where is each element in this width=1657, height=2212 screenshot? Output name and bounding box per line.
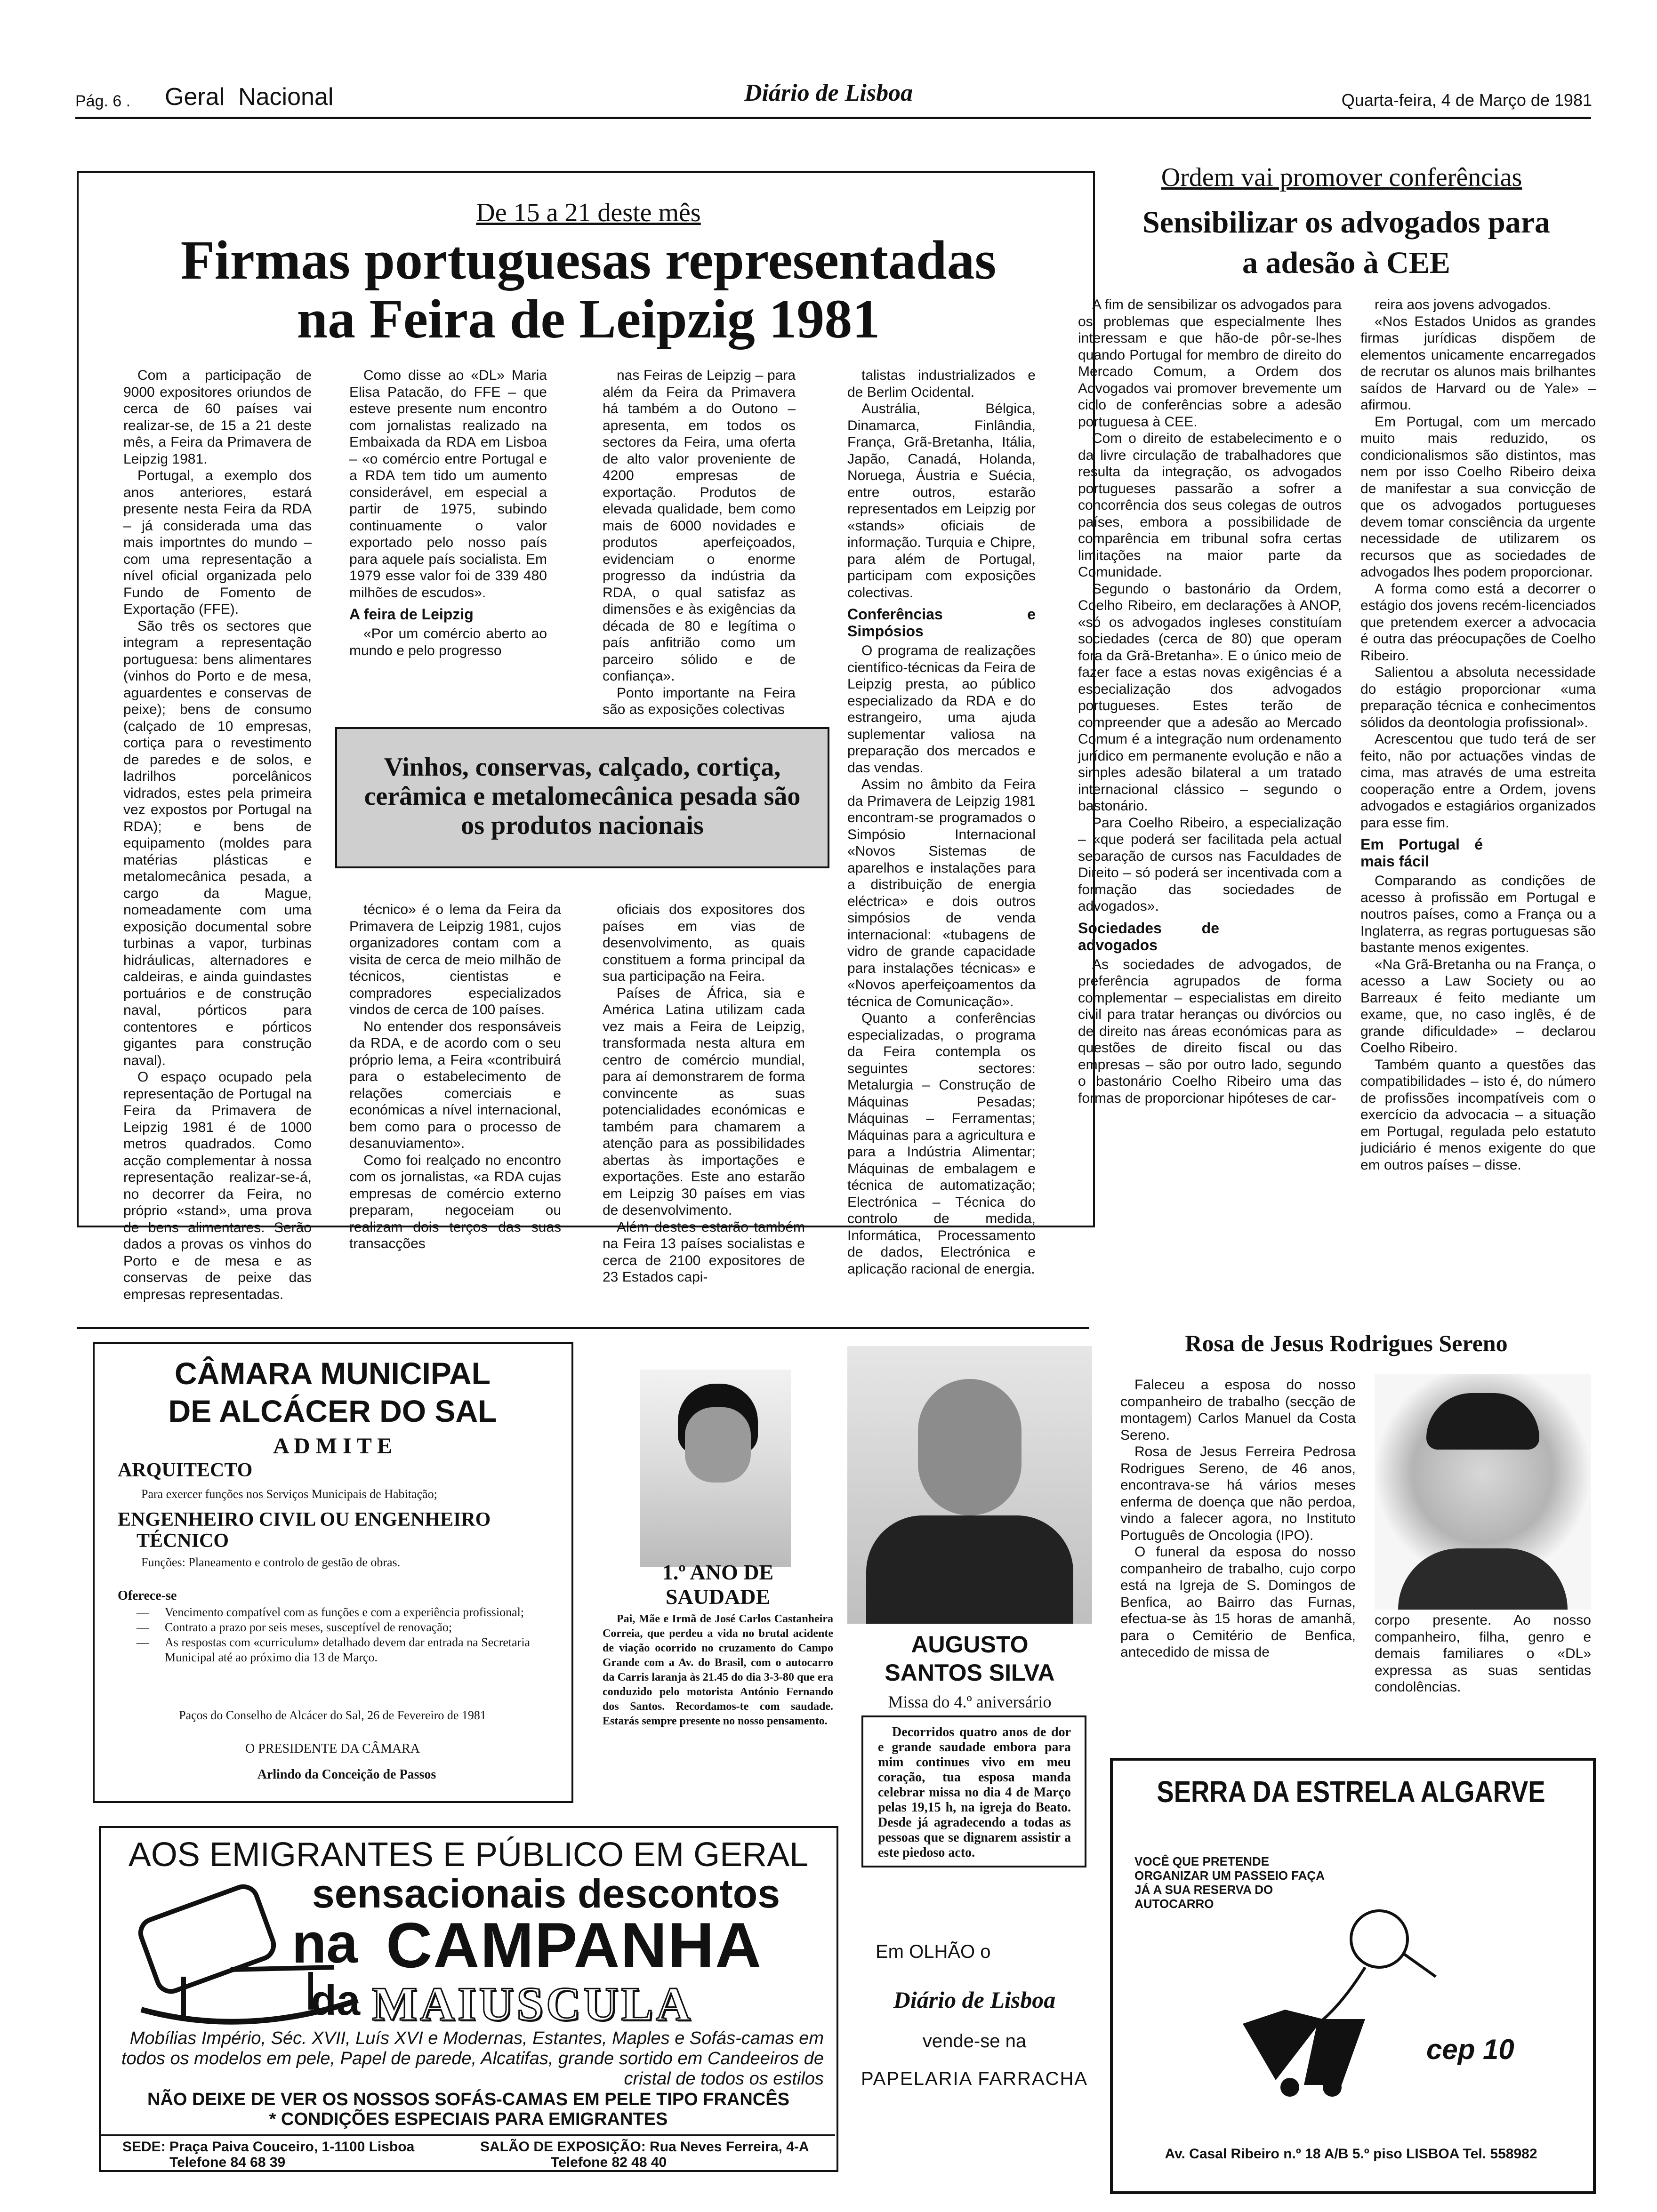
emigrantes-line-6: * CONDIÇÕES ESPECIAIS PARA EMIGRANTES bbox=[269, 2109, 668, 2129]
subhead: Em Portugal é mais fácil bbox=[1360, 836, 1483, 870]
leipzig-col-2 bbox=[349, 367, 547, 659]
paragraph: Também quanto a questões das compatibilidades – isto é, do número de profissões incompatíveis com o exercício da advocacia – a situação em Portugal, regulada pelo estatuto judiciário é menos exigente do que em outros países – disse. bbox=[1360, 1057, 1596, 1173]
subhead: A feira de Leipzig bbox=[349, 606, 474, 623]
job-2-title: ENGENHEIRO CIVIL OU ENGENHEIRO bbox=[118, 1509, 491, 1531]
campanha-na: na bbox=[292, 1912, 358, 1975]
offer-item: — Contrato a prazo por seis meses, susceptível de renovação; bbox=[118, 1620, 551, 1635]
leipzig-col-2-lower bbox=[349, 901, 561, 1252]
augusto-name-1: AUGUSTO bbox=[911, 1631, 1029, 1658]
offers-list bbox=[118, 1605, 551, 1665]
leipzig-headline-2: na Feira de Leipzig 1981 bbox=[297, 288, 880, 350]
augusto-name-2: SANTOS SILVA bbox=[885, 1659, 1055, 1686]
callout-box bbox=[335, 727, 829, 868]
subhead: Sociedades de advogados bbox=[1078, 919, 1219, 954]
paragraph: O espaço ocupado pela representação de Portugal na Feira da Primavera de Leipzig 1981 é de 1000 metros quadrados. Como acção complementar à nossa representação realizar-se-á, no decorrer da Feira, no próprio «stand», uma prova de bens alimentares. Serão dados a provas os vinhos do Porto e de mesa e as conservas de peixe das empresas representadas. bbox=[123, 1069, 312, 1302]
leipzig-col-3-lower bbox=[603, 901, 805, 1286]
paragraph: As sociedades de advogados, de preferência agrupados de forma complementar – especialistas em direito civil para tratar heranças ou divórcios ou de direito nas áreas económicas para as questões de direito fiscal ou das empresas – são por outro lado, segundo o bastonário Coelho Ribeiro uma das formas de proporcionar hipóteses de car- bbox=[1078, 956, 1342, 1106]
augusto-text: Decorridos quatro anos de dor e grande saudade embora para mim continues vivo em meu coração, tua esposa manda celebrar missa no dia 4 de Março pelas 19,15 h, na igreja do Beato. Desde já agradecendo a todas as pessoas que se dignarem assistir a este piedoso acto. bbox=[878, 1725, 1071, 1860]
masthead: Diário de Lisboa bbox=[744, 80, 913, 106]
portrait-suit bbox=[866, 1515, 1073, 1624]
paragraph: São três os sectores que integram a representação portuguesa: bens alimentares (vinhos do Porto e de mesa, aguardentes e conservas de peixe); bens de consumo (calçado de 10 empresas, cortiça para o revestimento de paredes e de solos, e ladrilhos porcelânicos vidrados, estes pela primeira vez expostos por Portugal na RDA); e bens de equipamento (moldes para matérias plásticas e metalomecânica pesada, a cargo da Mague, nomeadamente com uma exposição documental sobre turbinas a vapor, turbinas hidráulicas, alternadores e caldeiras, e ainda guindastes portuários e de construção naval, pórticos para contentores e pórticos gigantes para construção naval). bbox=[123, 618, 312, 1068]
offer-head: Oferece-se bbox=[118, 1588, 177, 1603]
paragraph: «Nos Estados Unidos as grandes firmas jurídicas dispõem de elementos unicamente encarregados de recrutar os alunos mais brilhantes saídos de Harvard ou de Yale» – afirmou. bbox=[1360, 313, 1596, 413]
paragraph: técnico» é o lema da Feira da Primavera de Leipzig 1981, cujos organizadores contam com a visita de cerca de meio milhão de técnicos, cientistas e compradores especializados vindos de cerca de 100 países. bbox=[349, 902, 561, 1018]
paragraph: Quanto a conferências especializadas, o programa da Feira contempla os seguintes sectores: Metalurgia – Construção de Máquinas Pesadas; Máquinas – Ferramentas; Máquinas para a agricultura e para a Indústria Alimentar; Máquinas de embalagem e técnica de automatização; Electrónica – Técnica do controlo de medida, Informática, Processamento de dados, Electrónica e aplicação racional de energia. bbox=[847, 1010, 1036, 1277]
paragraph: Assim no âmbito da Feira da Primavera de Leipzig 1981 encontram-se programados o Simpósio Internacional «Novos Sistemas de aparelhos e instalações para a distribuição de energia eléctrica» e dois outros simpósios de venda internacional: «tubagens de vidro de grande capacidade para instalações técnicas» e «Novos aperfeiçoamentos da técnica de Comunicação». bbox=[847, 777, 1036, 1010]
camara-title-1: CÂMARA MUNICIPAL bbox=[175, 1356, 491, 1391]
emigrantes-sede-tel: Telefone 84 68 39 bbox=[169, 2155, 286, 2170]
paragraph: Com a participação de 9000 expositores oriundos de cerca de 60 países vai realizar-se, de 15 a 21 deste mês, a Feira da Primavera de Leipzig 1981. bbox=[123, 368, 312, 467]
paragraph: Em Portugal, com um mercado muito mais reduzido, os condicionalismos são distintos, mas nem por isso Coelho Ribeiro deixa de manifestar a sua convicção de que os advogados portugueses devem tomar consciência da urgente necessidade de utilizarem os recursos que as sociedades de advogados lhes podem proporcionar. bbox=[1360, 414, 1596, 580]
paragraph: No entender dos responsáveis da RDA, e de acordo com o seu próprio lema, a Feira «contribuirá para o estabelecimento de relações comerciais e económicas a nível internacional, bem como para o processo de desanuviamento». bbox=[349, 1018, 561, 1151]
emigrantes-desc: Mobílias Império, Séc. XVII, Luís XVI e Modernas, Estantes, Maples e Sofás-camas em todos os modelos em pele, Papel de parede, Alcatifas, grande sortido em Candeeiros de cristal de todos os estilos bbox=[121, 2028, 824, 2089]
paragraph: Acrescentou que tudo terá de ser feito, não por actuações vindas de cima, mas através de uma estreita cooperação entre a Ordem, jovens advogados e estagiários organizados para esse fim. bbox=[1360, 731, 1596, 831]
subhead: Conferências e Simpósios bbox=[847, 606, 1036, 640]
portrait-face bbox=[685, 1407, 751, 1483]
cep-logo: cep 10 bbox=[1426, 2034, 1514, 2065]
olhao-line-2: vende-se na bbox=[922, 2031, 1027, 2052]
cee-col-1 bbox=[1078, 297, 1342, 1106]
section-title: Geral Nacional bbox=[165, 83, 334, 111]
header-rule bbox=[75, 117, 1591, 119]
camara-name: Arlindo da Conceição de Passos bbox=[257, 1767, 436, 1782]
portrait-clothes bbox=[1398, 1548, 1568, 1610]
job-2-title-b: TÉCNICO bbox=[137, 1530, 229, 1552]
leipzig-col-3 bbox=[603, 367, 796, 718]
olhao-line-1: Em OLHÃO o bbox=[876, 1941, 991, 1962]
maiuscula-word: MAIUSCULA bbox=[372, 1978, 694, 2031]
paragraph: Ponto importante na Feira são as exposições colectivas bbox=[603, 685, 796, 717]
paragraph: Como foi realçado no encontro com os jornalistas, «a RDA cujas empresas de comércio externo preparam, negoceiam ou realizam dois terços das suas transacções bbox=[349, 1152, 561, 1251]
leipzig-col-1 bbox=[123, 367, 312, 1303]
paragraph: Países de África, sia e América Latina utilizam cada vez mais a Feira de Leipzig, transformada nesta altura em centro de comércio mundial, para aí demonstrarem de forma convincente as suas potencialidades económicas e também para chamarem a atenção para as possibilidades abertas às importações e exportações. Este ano estarão em Leipzig 30 países em vias de desenvolvimento. bbox=[603, 985, 805, 1218]
olhao-masthead: Diário de Lisboa bbox=[893, 1987, 1056, 2013]
camara-admite: A D M I T E bbox=[273, 1434, 392, 1459]
cee-kicker: Ordem vai promover conferências bbox=[1161, 163, 1522, 192]
leipzig-headline-1: Firmas portuguesas representadas bbox=[180, 229, 997, 291]
job-2-desc: Funções: Planeamento e controlo de gestão de obras. bbox=[141, 1555, 401, 1569]
paragraph: nas Feiras de Leipzig – para além da Feira da Primavera há também a do Outono – apresenta, em todos os sectores da Feira, uma oferta de alto valor proveniente de 4200 empresas de exportação. Produtos de elevada qualidade, bem como mais de 6000 novidades e produtos aperfeiçoados, evidenciam o enorme progresso da indústria da RDA, o qual satisfaz as dimensões e às exigências da década de 80 e legítima o país anfitrião como um parceiro sólido e de confiança». bbox=[603, 368, 796, 684]
offer-item: — As respostas com «curriculum» detalhado devem dar entrada na Secretaria Municipal até ao próximo dia 13 de Março. bbox=[118, 1635, 551, 1665]
paragraph: O programa de realizações científico-técnicas da Feira de Leipzig presta, ao público especializado da RDA e do estrangeiro, uma ajuda suplementar valiosa na preparação dos mercados e das vendas. bbox=[847, 643, 1036, 776]
emigrantes-line-5: NÃO DEIXE DE VER OS NOSSOS SOFÁS-CAMAS EM PELE TIPO FRANCÊS bbox=[147, 2090, 789, 2109]
paragraph: oficiais dos expositores dos países em vias de desenvolvimento, as quais constituem a forma principal da sua participação na Feira. bbox=[603, 902, 805, 984]
maiuscula-da: da bbox=[311, 1977, 361, 2024]
olhao-line-3: PAPELARIA FARRACHA bbox=[861, 2068, 1088, 2089]
paragraph: Faleceu a esposa do nosso companheiro de trabalho (secção de montagem) Carlos Manuel da Costa Sereno. bbox=[1120, 1377, 1356, 1443]
rosa-col-1 bbox=[1120, 1377, 1356, 1661]
paragraph: O funeral da esposa do nosso companheiro de trabalho, cujo corpo está na Igreja de S. Domingos de Benfica, ao Bairro das Furnas, efectua-se às 15 horas de amanhã, para o Cemitério de Benfica, antecedido de missa de bbox=[1120, 1544, 1356, 1660]
offer-item: — Vencimento compatível com as funções e com a experiência profissional; bbox=[118, 1605, 551, 1620]
paragraph: talistas industrializados e de Berlim Ocidental. bbox=[847, 368, 1036, 400]
bus-mascot-illustration bbox=[1224, 1901, 1450, 2099]
paragraph: «Por um comércio aberto ao mundo e pelo progresso bbox=[349, 626, 547, 658]
emigrantes-line-2: sensacionais descontos bbox=[312, 1871, 780, 1916]
paragraph: corpo presente. Ao nosso companheiro, filha, genro e demais familiares o «DL» expressa as suas sentidas condolências. bbox=[1375, 1612, 1591, 1695]
camara-title-2: DE ALCÁCER DO SAL bbox=[168, 1394, 497, 1428]
emigrantes-sede: SEDE: Praça Paiva Couceiro, 1-1100 Lisboa bbox=[122, 2139, 415, 2155]
saudade-photo bbox=[640, 1370, 791, 1567]
emigrantes-line-1: AOS EMIGRANTES E PÚBLICO EM GERAL bbox=[128, 1836, 809, 1874]
leipzig-kicker: De 15 a 21 deste mês bbox=[476, 198, 701, 227]
emigrantes-salao-tel: Telefone 82 48 40 bbox=[551, 2155, 667, 2170]
leipzig-col-4 bbox=[847, 367, 1036, 1277]
section-divider bbox=[77, 1327, 1089, 1329]
rosa-title: Rosa de Jesus Rodrigues Sereno bbox=[1185, 1330, 1508, 1356]
serra-address: Av. Casal Ribeiro n.º 18 A/B 5.º piso LISBOA Tel. 558982 bbox=[1165, 2146, 1537, 2162]
paragraph: Austrália, Bélgica, Dinamarca, Finlândia, França, Grã-Bretanha, Itália, Japão, Canadá, Holanda, Noruega, Áustria e Suécia, entre outros, estarão representados em Leipzig por «stands» oficiais de informação. Turquia e Chipre, para além de Portugal, participam com exposições colectivas. bbox=[847, 401, 1036, 601]
paragraph: Portugal, a exemplo dos anos anteriores, estará presente nesta Feira da RDA – já considerada uma das mais importntes do mundo – com uma representação a nível oficial organizada pelo Fundo de Fomento de Exportação (FFE). bbox=[123, 468, 312, 617]
saudade-text: Pai, Mãe e Irmã de José Carlos Castanheira Correia, que perdeu a vida no brutal acidente de viação ocorrido no cruzamento do Campo Grande com a Av. do Brasil, com o autocarro da Carris laranja às 21.45 do dia 3-3-80 que era conduzido pelo motorista António Fernando dos Santos. Recordamos-te com saudade. Estarás sempre presente no nosso pensamento. bbox=[603, 1613, 833, 1727]
date: Quarta-feira, 4 de Março de 1981 bbox=[1341, 90, 1592, 110]
paragraph: Para Coelho Ribeiro, a especialização – «que poderá ser facilitada pela actual separação de cursos nas Faculdades de Direito – só poderá ser incentivada com a formação das sociedades de advogados». bbox=[1078, 815, 1342, 914]
paragraph: Rosa de Jesus Ferreira Pedrosa Rodrigues Sereno, de 46 anos, encontrava-se há vários meses enferma de doença que não perdoa, vindo a falecer agora, no Instituto Português de Oncologia (IPO). bbox=[1120, 1444, 1356, 1543]
cee-col-2 bbox=[1360, 297, 1596, 1173]
paragraph: Com o direito de estabelecimento e o da livre circulação de trabalhadores que resulta da integração, os advogados portugueses passarão a sofrer a concorrência dos seus colegas de outros países, embora a possibilidade de comparência em tribunal sofra certas limitações na maior parte da Comunidade. bbox=[1078, 431, 1342, 580]
paragraph: A forma como está a decorrer o estágio dos jovens recém-licenciados que pretendem exercer a advocacia é outra das préocupações de Coelho Ribeiro. bbox=[1360, 581, 1596, 664]
paragraph: Segundo o bastonário da Ordem, Coelho Ribeiro, em declarações à ANOP, «só os advogados ingleses constituíam sociedades (cerca de 80) que operam fora da Grã-Bretanha». E o único meio de fazer face a estas novas exigências é a especialização dos advogados portugueses. Estes terão de compreender que a adesão ao Mercado Comum é a integração num ordenamento jurídico em permanente evolução e não a simples adesão bilateral a um tratado internacional clássico – segundo o bastonário. bbox=[1078, 581, 1342, 814]
augusto-photo bbox=[847, 1346, 1092, 1624]
saudade-title: 1.º ANO DE SAUDADE bbox=[662, 1560, 774, 1609]
portrait-face bbox=[918, 1379, 1022, 1515]
job-1-desc: Para exercer funções nos Serviços Municipais de Habitação; bbox=[141, 1487, 437, 1501]
paragraph: Comparando as condições de acesso à profissão em Portugal e noutros países, como a França ou a Inglaterra, as regras portuguesas são bastante menos exigentes. bbox=[1360, 873, 1596, 955]
cee-headline: Sensibilizar os advogados para a adesão à CEE bbox=[1142, 205, 1551, 280]
paragraph: Salientou a absoluta necessidade do estágio proporcionar «uma preparação técnica e conhecimentos sólidos da deontologia profissional». bbox=[1360, 665, 1596, 730]
page-number: Pág. 6 . bbox=[75, 92, 131, 110]
paragraph: reira aos jovens advogados. bbox=[1375, 297, 1552, 313]
callout-text: Vinhos, conservas, calçado, cortiça, cerâmica e metalomecânica pesada são os produtos nacionais bbox=[364, 753, 801, 840]
portrait-hair bbox=[1426, 1393, 1539, 1450]
camara-place: Paços do Conselho de Alcácer do Sal, 26 de Fevereiro de 1981 bbox=[179, 1708, 486, 1722]
camara-president: O PRESIDENTE DA CÂMARA bbox=[245, 1741, 420, 1756]
paragraph: Além destes estarão também na Feira 13 países socialistas e cerca de 2100 expositores de 23 Estados capi- bbox=[603, 1219, 805, 1285]
augusto-missa: Missa do 4.º aniversário bbox=[888, 1692, 1052, 1711]
emigrantes-salao: SALÃO DE EXPOSIÇÃO: Rua Neves Ferreira, 4-A bbox=[480, 2139, 809, 2155]
serra-title: SERRA DA ESTRELA ALGARVE bbox=[1157, 1775, 1545, 1809]
job-1-title: ARQUITECTO bbox=[118, 1459, 253, 1481]
rosa-photo bbox=[1375, 1374, 1591, 1610]
paragraph: A fim de sensibilizar os advogados para os problemas que especialmente lhes interessam e que hão-de pôr-se-lhes quando Portugal for membro de direito do Mercado Comum, a Ordem dos Advogados vai promover brevemente um ciclo de conferências sobre a adesão portuguesa à CEE. bbox=[1078, 297, 1342, 430]
campanha-word: CAMPANHA bbox=[386, 1909, 763, 1981]
paragraph: «Na Grã-Bretanha ou na França, o acesso a Law Society ou ao Barreaux é feito mediante um exame, que, no caso inglês, é de grande dificuldade» – declarou Coelho Ribeiro. bbox=[1360, 956, 1596, 1056]
emigrantes-rule bbox=[101, 2134, 835, 2136]
paragraph: Como disse ao «DL» Maria Elisa Patacão, do FFE – que esteve presente num encontro com jornalistas realizado na Embaixada da RDA em Lisboa – «o comércio entre Portugal e a RDA tem tido um aumento considerável, em especial a partir de 1975, subindo continuamente o valor exportado pelo nosso país para aquele país socialista. Em 1979 esse valor foi de 339 480 milhões de escudos». bbox=[349, 368, 547, 601]
rosa-col-2 bbox=[1375, 1612, 1591, 1696]
serra-text: VOCÊ QUE PRETENDE ORGANIZAR UM PASSEIO FAÇA JÁ A SUA RESERVA DO AUTOCARRO bbox=[1134, 1854, 1325, 1911]
